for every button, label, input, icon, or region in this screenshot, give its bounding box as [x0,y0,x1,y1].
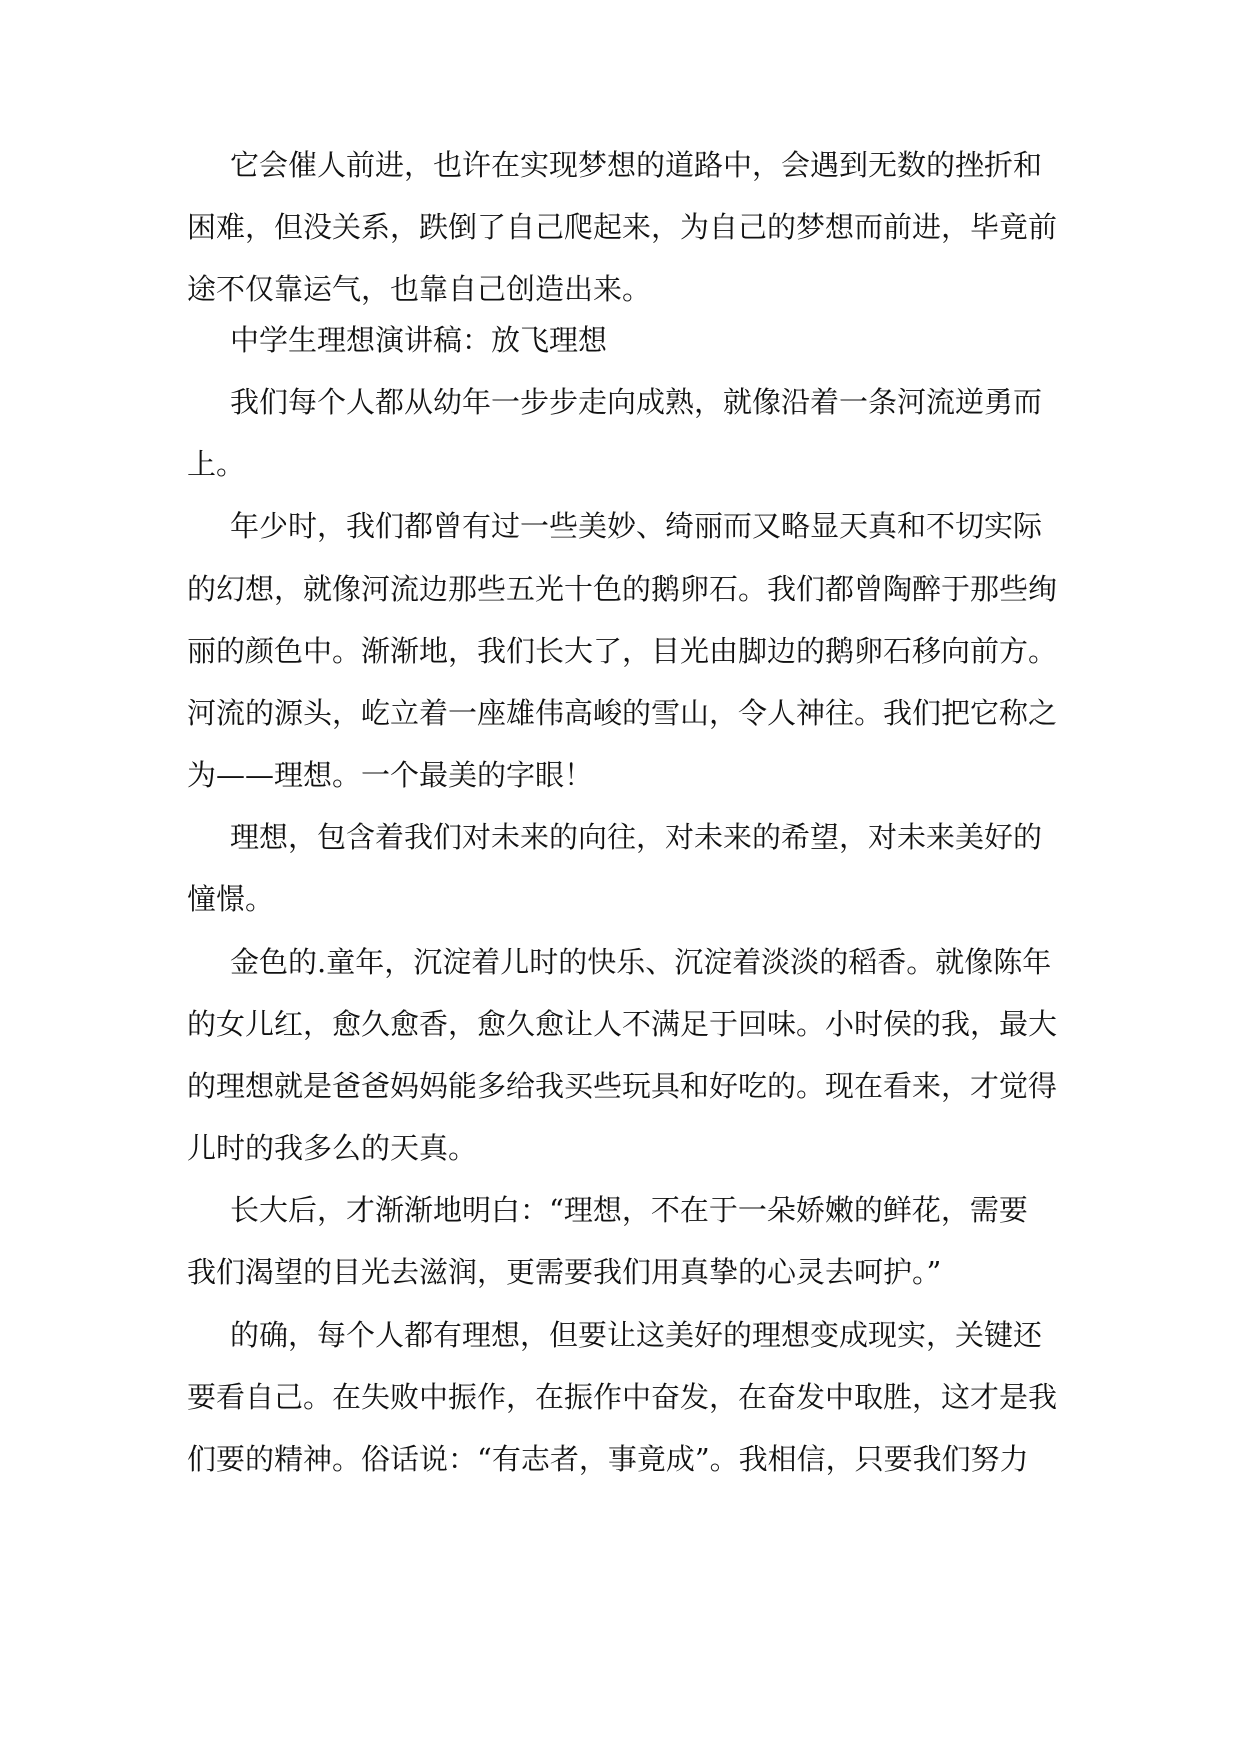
text-line: 金色的.童年，沉淀着儿时的快乐、沉淀着淡淡的稻香。就像陈年 [230,945,1052,979]
text-line: 儿时的我多么的天真。 [187,1131,478,1165]
text-line: 上。 [187,447,246,481]
text-line: 理想，包含着我们对未来的向往，对未来的希望，对未来美好的 [230,820,1043,854]
text-line: 我们每个人都从幼年一步步走向成熟，就像沿着一条河流逆勇而 [230,385,1043,419]
text-line: 的理想就是爸爸妈妈能多给我买些玩具和好吃的。现在看来，才觉得 [187,1069,1058,1103]
text-line: 要看自己。在失败中振作，在振作中奋发，在奋发中取胜，这才是我 [187,1380,1058,1414]
text-line: 河流的源头，屹立着一座雄伟高峻的雪山，令人神往。我们把它称之 [187,696,1058,730]
text-line: 途不仅靠运气，也靠自己创造出来。 [187,272,652,306]
section-heading: 中学生理想演讲稿：放飞理想 [230,323,608,357]
text-line: 我们渴望的目光去滋润，更需要我们用真挚的心灵去呵护。” [187,1255,942,1289]
text-line: 们要的精神。俗话说：“有志者，事竟成”。我相信，只要我们努力 [187,1442,1029,1476]
text-line: 它会催人前进，也许在实现梦想的道路中，会遇到无数的挫折和 [230,148,1043,182]
text-line: 的确，每个人都有理想，但要让这美好的理想变成现实，关键还 [230,1318,1043,1352]
text-line: 的幻想，就像河流边那些五光十色的鹅卵石。我们都曾陶醉于那些绚 [187,572,1058,606]
text-line: 丽的颜色中。渐渐地，我们长大了，目光由脚边的鹅卵石移向前方。 [187,634,1058,668]
text-line: 困难，但没关系，跌倒了自己爬起来，为自己的梦想而前进，毕竟前 [187,210,1058,244]
text-line: 憧憬。 [187,882,275,916]
text-line: 长大后，才渐渐地明白：“理想，不在于一朵娇嫩的鲜花，需要 [230,1193,1028,1227]
text-line: 的女儿红，愈久愈香，愈久愈让人不满足于回味。小时侯的我，最大 [187,1007,1058,1041]
text-line: 年少时，我们都曾有过一些美妙、绮丽而又略显天真和不切实际 [230,509,1043,543]
text-line: 为——理想。一个最美的字眼！ [187,758,594,792]
